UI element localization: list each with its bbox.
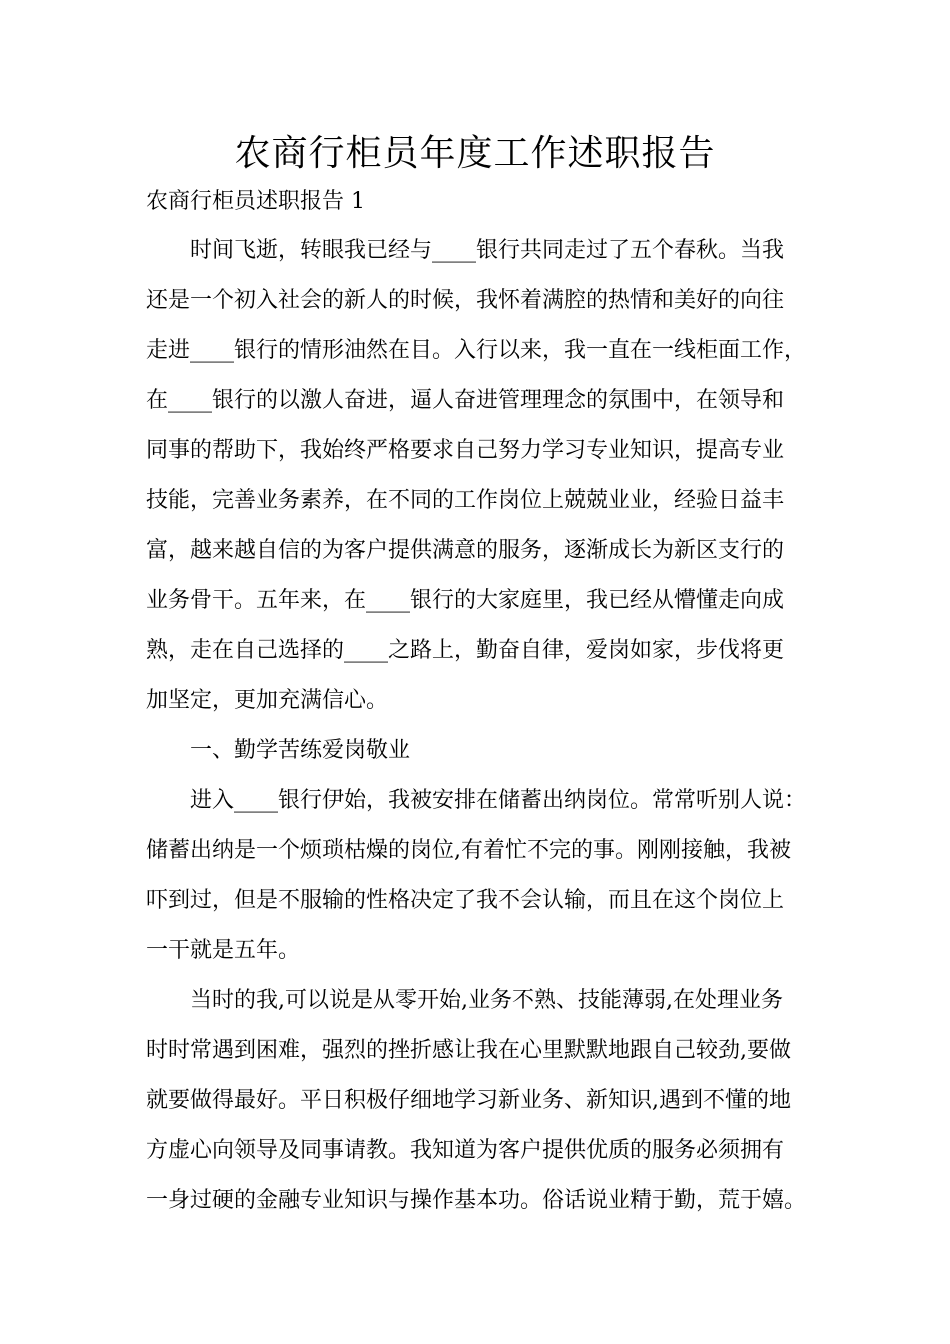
section-heading: 一、勤学苦练爱岗敬业 bbox=[190, 738, 411, 763]
paragraph-line: 时间飞逝，转眼我已经与____银行共同走过了五个春秋。当我 bbox=[190, 238, 785, 263]
paragraph-line: 储蓄出纳是一个烦琐枯燥的岗位,有着忙不完的事。刚刚接触，我被 bbox=[146, 838, 791, 863]
paragraph-line: 当时的我,可以说是从零开始,业务不熟、技能薄弱,在处理业务 bbox=[190, 988, 783, 1013]
paragraph-line: 加坚定，更加充满信心。 bbox=[146, 688, 389, 713]
paragraph-line: 在____银行的以激人奋进，逼人奋进管理理念的氛围中，在领导和 bbox=[146, 388, 785, 413]
paragraph-line: 时时常遇到困难，强烈的挫折感让我在心里默默地跟自己较劲,要做 bbox=[146, 1038, 791, 1063]
paragraph-line: 走进____银行的情形油然在目。入行以来，我一直在一线柜面工作， bbox=[146, 338, 807, 363]
document-subtitle: 农商行柜员述职报告 1 bbox=[146, 189, 365, 214]
paragraph-line: 同事的帮助下，我始终严格要求自己努力学习专业知识，提高专业 bbox=[146, 438, 785, 463]
paragraph-line: 熟，走在自己选择的____之路上，勤奋自律，爱岗如家，步伐将更 bbox=[146, 638, 785, 663]
paragraph-line: 吓到过，但是不服输的性格决定了我不会认输，而且在这个岗位上 bbox=[146, 888, 785, 913]
paragraph-line: 富，越来越自信的为客户提供满意的服务，逐渐成长为新区支行的 bbox=[146, 538, 785, 563]
document-title: 农商行柜员年度工作述职报告 bbox=[234, 133, 716, 174]
paragraph-line: 方虚心向领导及同事请教。我知道为客户提供优质的服务必须拥有 bbox=[146, 1138, 785, 1163]
paragraph-line: 还是一个初入社会的新人的时候，我怀着满腔的热情和美好的向往 bbox=[146, 288, 785, 313]
document-body bbox=[146, 226, 826, 1226]
paragraph-line: 业务骨干。五年来，在____银行的大家庭里，我已经从懵懂走向成 bbox=[146, 588, 785, 613]
paragraph-line: 进入____银行伊始，我被安排在储蓄出纳岗位。常常听别人说： bbox=[190, 788, 807, 813]
paragraph-line: 一干就是五年。 bbox=[146, 938, 301, 963]
paragraph-line: 技能，完善业务素养，在不同的工作岗位上兢兢业业，经验日益丰 bbox=[146, 488, 785, 513]
paragraph-line: 就要做得最好。平日积极仔细地学习新业务、新知识,遇到不懂的地 bbox=[146, 1088, 791, 1113]
paragraph-line: 一身过硬的金融专业知识与操作基本功。俗话说业精于勤，荒于嬉。 bbox=[146, 1188, 807, 1213]
